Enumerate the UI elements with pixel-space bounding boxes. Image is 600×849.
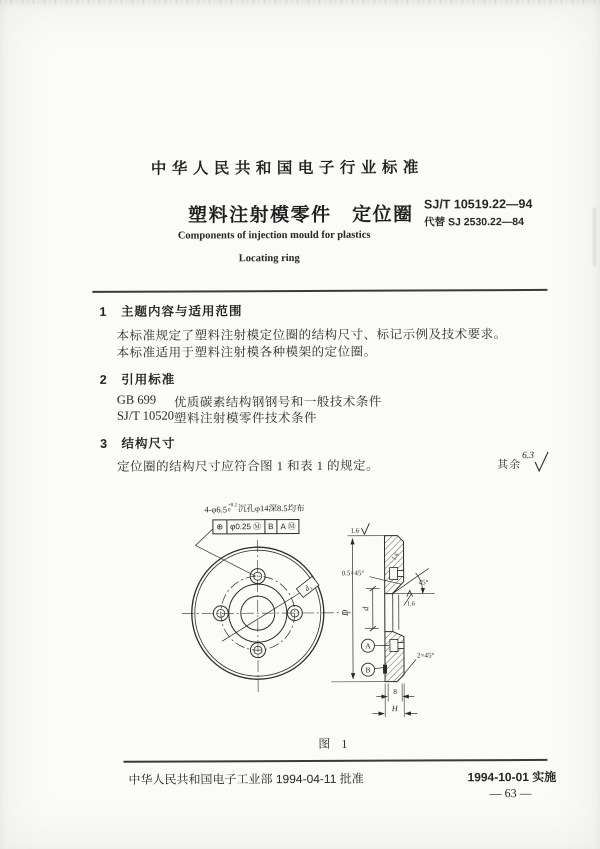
roughness-chamfer-label: 1.6 [391,552,401,562]
figure-1-drawing [175,497,516,758]
english-title-line2: Locating ring [238,252,300,265]
roughness-note-value: 6.3 [522,450,535,462]
roughness-taper-label: 1.6 [406,600,415,608]
section-1-paragraph-2: 本标准适用于塑料注射模各种模架的定位圈。 [116,344,377,360]
header-divider [92,289,547,293]
document-title: 塑料注射模零件 定位圈 [188,204,414,227]
section-1-paragraph-1: 本标准规定了塑料注射模定位圈的结构尺寸、标记示例及技术要求。 [116,327,507,343]
tolerance-upper: +0.2 [227,503,238,509]
front-view [181,528,351,693]
fcf-datum-a: A Ⓜ [277,519,299,534]
roughness-check-icon [534,450,550,474]
hole-note-tolerance [228,503,237,513]
dimension-D-label: D [339,609,350,616]
reference-2-title: 塑料注射模零件技术条件 [173,410,317,426]
standard-number: SJ/T 10519.22—94 [423,196,533,212]
roughness-top-label: 1.6 [350,526,360,535]
hole-callout-note [204,502,304,514]
tolerance-lower: 0 [227,508,231,514]
datum-target-mark [383,665,387,674]
page-number: — 63 — [489,785,532,801]
reference-2-code: SJ/T 10520 [116,408,175,423]
hole-note-prefix: 4-φ6.5 [204,504,227,515]
implementation-date: 1994-10-01 实施 [467,769,557,785]
fcf-datum-b: B [265,519,277,534]
chamfer-small-label: 0.5×45° [341,569,365,578]
reference-1-title: 优质碳素结构钢钢号和一般技术条件 [173,394,382,410]
dimensions [330,523,435,717]
section-upper-body [384,536,403,594]
datum-a-label: A [365,641,371,651]
dimension-8-label: 8 [393,687,398,697]
vertical-centerline [257,540,258,692]
section-3-heading: 3 结构尺寸 [100,436,176,451]
section-3-paragraph-1: 定位圈的结构尺寸应符合图 1 和表 1 的规定。 [117,458,380,474]
dimension-H-label: H [391,704,398,714]
approval-note: 中华人民共和国电子工业部 1994-04-11 批准 [128,771,364,787]
section-lower-body [385,632,404,682]
standard-body-title: 中华人民共和国电子行业标准 [150,159,424,178]
angle-45-label: 45° [418,578,429,587]
fcf-tolerance-value: φ0.25 Ⓜ [227,519,265,534]
feature-control-frame [212,519,299,534]
roughness-note-prefix: 其余 [497,459,522,472]
section-2-heading: 2 引用标准 [99,372,176,387]
section-1-heading: 1 主题内容与适用范围 [99,304,243,319]
fcf-leader-line [195,528,255,576]
english-title-line1: Components of injection mould for plastics [177,229,371,242]
d1-label-box [296,576,319,597]
footer-divider [123,759,547,762]
datum-b-label: B [365,665,371,675]
position-tolerance-icon: ⊕ [212,519,227,534]
figure-caption: 图 1 [318,736,352,751]
general-roughness-note [497,450,550,474]
hole-note-suffix: 沉孔φ14深8.5均布 [238,502,305,514]
chamfer-big-label: 2×45° [416,651,435,660]
roughness-top-icon [361,523,369,534]
superseded-standard: 代替 SJ 2530.22—84 [424,216,524,229]
reference-1-code: GB 699 [116,392,157,407]
d1-dimension-label: d₁ [302,581,314,593]
dimension-d-label: d [361,606,371,611]
